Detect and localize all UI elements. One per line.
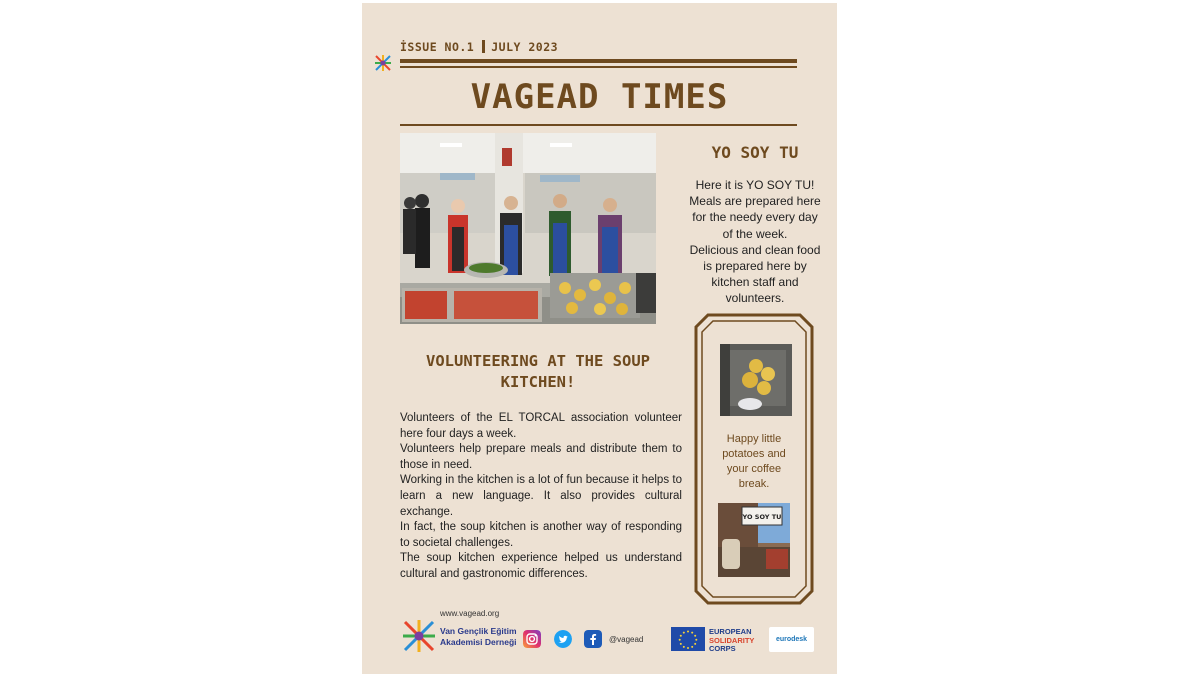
article-body (400, 411, 682, 583)
article-title (400, 351, 676, 393)
side-text-line: volunteers. (725, 291, 785, 306)
vagead-logo-icon (374, 54, 392, 72)
esc-label (709, 628, 754, 654)
article-paragraph: In fact, the soup kitchen is another way of responding to societal challenges. (400, 521, 682, 549)
issue-number: İSSUE NO.1 (400, 40, 475, 54)
twitter-icon[interactable] (554, 630, 572, 648)
caption-line: Happy little (726, 433, 782, 445)
side-text-line: of the week. (722, 226, 788, 241)
article-paragraph: Volunteers of the EL TORCAL association volunteer here four days a week. (400, 412, 682, 440)
article-paragraph: Working in the kitchen is a lot of fun because it helps to learn a new language. It also provides cultural exchange. (400, 474, 682, 518)
potatoes-photo (720, 344, 792, 416)
newsletter-page (362, 3, 837, 674)
side-title: YO SOY TU (711, 143, 799, 162)
org-name (440, 626, 517, 648)
caption-line: break. (738, 478, 770, 490)
side-text-line: Meals are prepared here (689, 194, 821, 209)
facebook-icon[interactable] (584, 630, 602, 648)
org-name-line: Akademisi Derneği (440, 637, 517, 647)
article-paragraph: The soup kitchen experience helped us understand cultural and gastronomic differences. (400, 552, 682, 580)
masthead-title: VAGEAD TIMES (470, 77, 729, 117)
article-paragraph: Volunteers help prepare meals and distribute them to those in need. (400, 443, 682, 471)
side-text-line: for the needy every day (692, 210, 818, 225)
esc-line: EUROPEAN (709, 627, 752, 636)
esc-line: SOLIDARITY (709, 635, 755, 645)
org-name-line: Van Gençlik Eğitim (440, 626, 517, 636)
side-text (667, 177, 837, 307)
side-text-line: Here it is YO SOY TU! (695, 178, 815, 192)
top-rule (400, 59, 797, 63)
social-handle: @vagead (609, 635, 644, 644)
eurodesk-logo: eurodesk (769, 627, 814, 652)
esc-line: CORPS (709, 644, 736, 653)
article-title-line: KITCHEN! (500, 373, 576, 391)
issue-line (400, 40, 558, 54)
side-text-line: is prepared here by (703, 259, 807, 274)
eu-flag-icon (671, 627, 705, 651)
kitchen-volunteers-photo (400, 133, 656, 324)
masthead-rule (400, 124, 797, 126)
article-title-line: VOLUNTEERING AT THE SOUP (426, 352, 650, 370)
website-url[interactable]: www.vagead.org (440, 609, 500, 618)
yo-soy-tu-sign-photo (718, 503, 790, 577)
issue-date: JULY 2023 (491, 40, 559, 54)
top-rule-thin (400, 66, 797, 68)
side-text-line: kitchen staff and (711, 275, 799, 290)
caption-line: your coffee (726, 463, 782, 475)
side-text-line: Delicious and clean food (689, 242, 821, 257)
issue-separator (482, 40, 485, 53)
org-logo-icon (402, 619, 436, 653)
caption-line: potatoes and (722, 448, 786, 460)
sign-text: YO SOY TU (742, 513, 782, 521)
potatoes-caption (714, 432, 794, 492)
instagram-icon[interactable] (523, 630, 541, 648)
